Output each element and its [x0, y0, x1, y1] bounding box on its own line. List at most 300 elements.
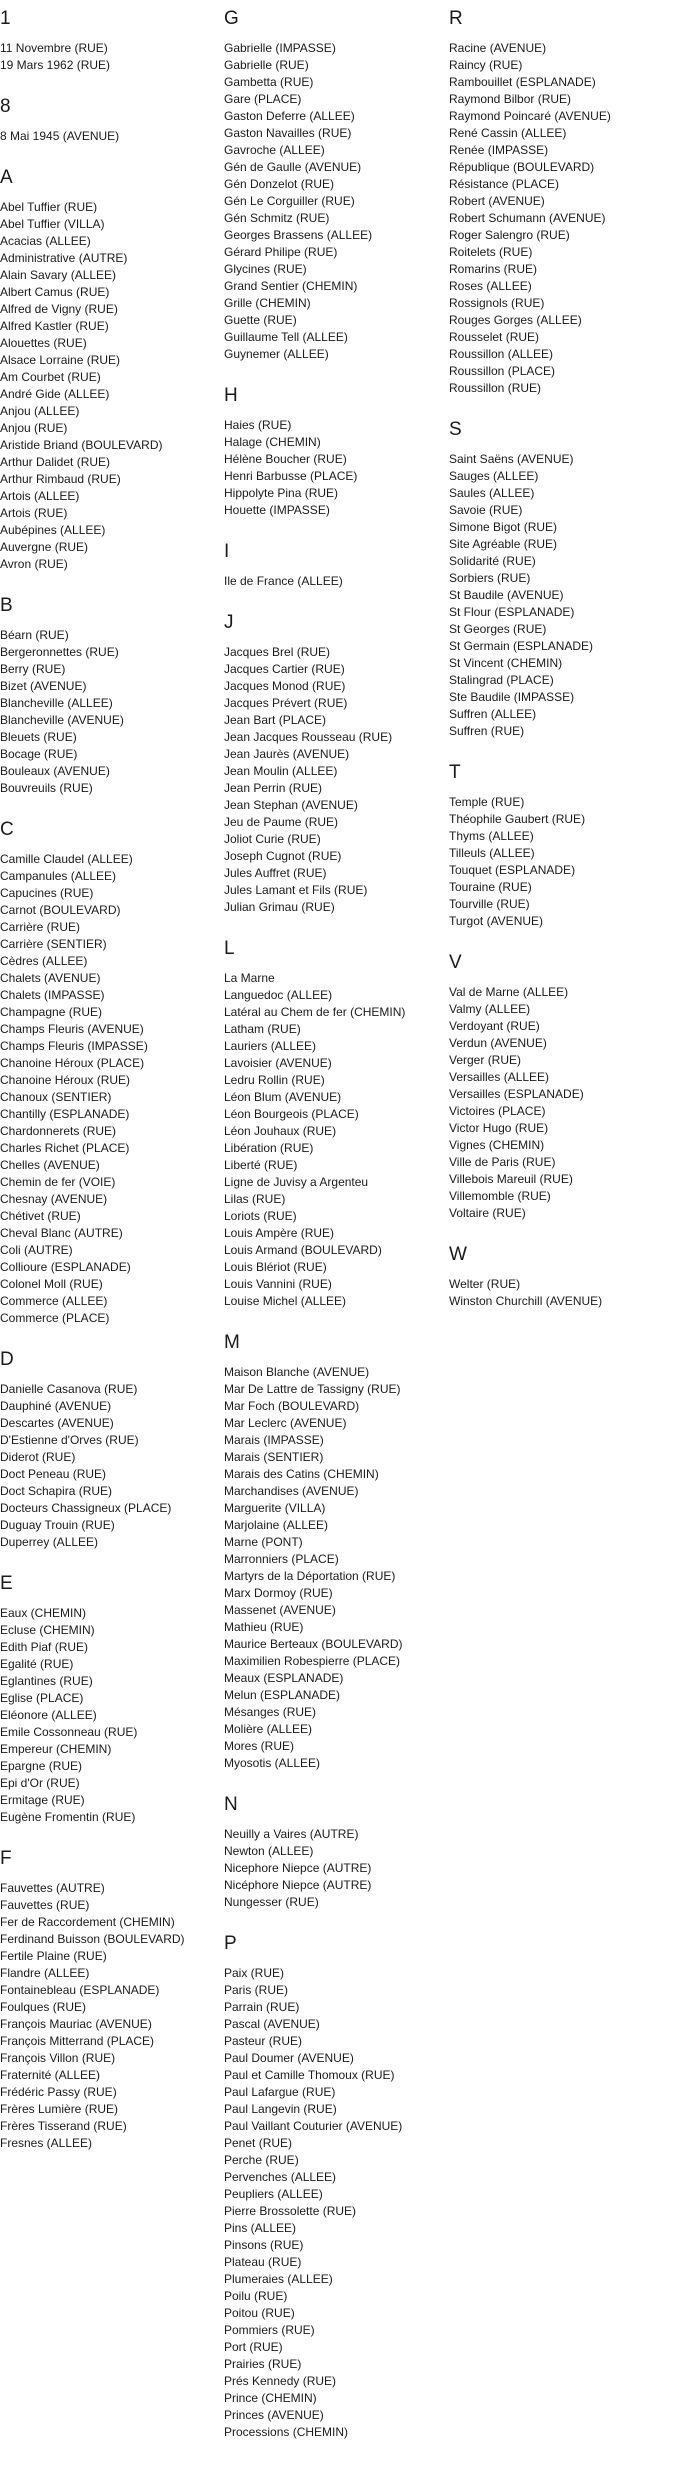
street-item: Pommiers (RUE)	[224, 2323, 315, 2337]
street-item: Simone Bigot (RUE)	[449, 520, 558, 534]
street-item: St Germain (ESPLANADE)	[449, 639, 594, 653]
street-item: Romarins (RUE)	[449, 262, 538, 276]
index-column-2	[224, 8, 444, 2463]
street-item: Princes (AVENUE)	[224, 2408, 324, 2422]
letter-heading: S	[449, 419, 462, 440]
street-item: Abel Tuffier (RUE)	[0, 200, 98, 214]
letter-section	[0, 8, 220, 74]
street-item: Bleuets (RUE)	[0, 730, 77, 744]
index-column-1	[0, 8, 220, 2174]
street-item: Léon Blum (AVENUE)	[224, 1090, 342, 1104]
letter-heading: D	[0, 1349, 14, 1370]
street-item: Voltaire (RUE)	[449, 1206, 526, 1220]
street-item: Latham (RUE)	[224, 1022, 301, 1036]
street-item: St Vincent (CHEMIN)	[449, 656, 563, 670]
street-item: Port (RUE)	[224, 2340, 283, 2354]
street-item: Marais des Catins (CHEMIN)	[224, 1467, 379, 1481]
street-item: Ile de France (ALLEE)	[224, 574, 343, 588]
street-item: Alfred Kastler (RUE)	[0, 319, 109, 333]
street-item: Chanoine Héroux (RUE)	[0, 1073, 131, 1087]
street-item: Neuilly a Vaires (AUTRE)	[224, 1827, 359, 1841]
street-item: Ligne de Juvisy a Argenteu	[224, 1175, 369, 1189]
street-item: Chalets (IMPASSE)	[0, 988, 105, 1002]
street-item: Résistance (PLACE)	[449, 177, 560, 191]
street-item: Nungesser (RUE)	[224, 1895, 319, 1909]
street-item: Villebois Mareuil (RUE)	[449, 1172, 573, 1186]
street-item: Rambouillet (ESPLANADE)	[449, 75, 596, 89]
street-item: Suffren (ALLEE)	[449, 707, 537, 721]
letter-heading: N	[224, 1794, 238, 1815]
street-item: Vignes (CHEMIN)	[449, 1138, 545, 1152]
street-item: Louis Vannini (RUE)	[224, 1277, 332, 1291]
street-item: Fertile Plaine (RUE)	[0, 1949, 107, 1963]
street-item: Auvergne (RUE)	[0, 540, 89, 554]
letter-section	[449, 762, 669, 930]
street-item: Bouleaux (AVENUE)	[0, 764, 110, 778]
street-item: Solidarité (RUE)	[449, 554, 536, 568]
street-item: 11 Novembre (RUE)	[0, 41, 108, 55]
street-item: Descartes (AVENUE)	[0, 1416, 114, 1430]
street-item: Fontainebleau (ESPLANADE)	[0, 1983, 160, 1997]
street-item: Tourville (RUE)	[449, 897, 530, 911]
street-item: Lavoisier (AVENUE)	[224, 1056, 332, 1070]
letter-heading: F	[0, 1848, 12, 1869]
street-item: Turgot (AVENUE)	[449, 914, 544, 928]
street-item: Duperrey (ALLEE)	[0, 1535, 99, 1549]
street-item: François Mitterrand (PLACE)	[0, 2034, 155, 2048]
street-item: Site Agréable (RUE)	[449, 537, 558, 551]
street-item: Myosotis (ALLEE)	[224, 1756, 321, 1770]
street-item: Jacques Brel (RUE)	[224, 645, 331, 659]
street-item: Aubépines (ALLEE)	[0, 523, 106, 537]
street-item: Maison Blanche (AVENUE)	[224, 1365, 370, 1379]
street-item: Chemin de fer (VOIE)	[0, 1175, 116, 1189]
street-item: Ledru Rollin (RUE)	[224, 1073, 325, 1087]
street-item: Chanoux (SENTIER)	[0, 1090, 112, 1104]
street-item: Parrain (RUE)	[224, 2000, 300, 2014]
street-item: Jean Bart (PLACE)	[224, 713, 327, 727]
street-item: Paris (RUE)	[224, 1983, 289, 1997]
street-item: Berry (RUE)	[0, 662, 66, 676]
street-item: Melun (ESPLANADE)	[224, 1688, 341, 1702]
street-item: Léon Jouhaux (RUE)	[224, 1124, 337, 1138]
street-item: Victor Hugo (RUE)	[449, 1121, 549, 1135]
letter-section	[224, 1794, 444, 1911]
letter-section	[224, 385, 444, 519]
street-item: Jean Perrin (RUE)	[224, 781, 323, 795]
street-item: Docteurs Chassigneux (PLACE)	[0, 1501, 172, 1515]
street-item: Alain Savary (ALLEE)	[0, 268, 117, 282]
street-item: Marx Dormoy (RUE)	[224, 1586, 333, 1600]
street-item: Pasteur (RUE)	[224, 2034, 303, 2048]
street-item: Bergeronnettes (RUE)	[0, 645, 119, 659]
letter-heading: L	[224, 938, 235, 959]
street-item: Raymond Bilbor (RUE)	[449, 92, 572, 106]
street-item: Grand Sentier (CHEMIN)	[224, 279, 358, 293]
street-item: République (BOULEVARD)	[449, 160, 595, 174]
street-item: Guynemer (ALLEE)	[224, 347, 329, 361]
street-item: Roses (ALLEE)	[449, 279, 532, 293]
street-item: Charles Richet (PLACE)	[0, 1141, 130, 1155]
street-item: Savoie (RUE)	[449, 503, 523, 517]
street-item: Verdun (AVENUE)	[449, 1036, 547, 1050]
letter-section	[449, 952, 669, 1222]
street-item: Georges Brassens (ALLEE)	[224, 228, 373, 242]
street-item: Frères Lumière (RUE)	[0, 2102, 119, 2116]
street-item: Lilas (RUE)	[224, 1192, 286, 1206]
street-item: Fer de Raccordement (CHEMIN)	[0, 1915, 175, 1929]
street-item: Alsace Lorraine (RUE)	[0, 353, 121, 367]
street-item: Gérard Philipe (RUE)	[224, 245, 338, 259]
letter-heading: 1	[0, 8, 11, 29]
street-item: Colonel Moll (RUE)	[0, 1277, 103, 1291]
index-column-3	[449, 8, 669, 1332]
street-item: Frères Tisserand (RUE)	[0, 2119, 127, 2133]
letter-heading: T	[449, 762, 461, 783]
street-item: Penet (RUE)	[224, 2136, 293, 2150]
street-item: Jean Jaurès (AVENUE)	[224, 747, 350, 761]
street-item: Louis Armand (BOULEVARD)	[224, 1243, 382, 1257]
street-item: Saules (ALLEE)	[449, 486, 535, 500]
street-item: Latéral au Chem de fer (CHEMIN)	[224, 1005, 406, 1019]
street-item: Hippolyte Pina (RUE)	[224, 486, 339, 500]
street-item: Plumeraies (ALLEE)	[224, 2272, 333, 2286]
street-item: Sorbiers (RUE)	[449, 571, 531, 585]
letter-heading: R	[449, 8, 463, 29]
street-item: Epargne (RUE)	[0, 1759, 83, 1773]
street-item: Abel Tuffier (VILLA)	[0, 217, 105, 231]
street-item: Champs Fleuris (IMPASSE)	[0, 1039, 148, 1053]
street-item: Louise Michel (ALLEE)	[224, 1294, 347, 1308]
street-item: Loriots (RUE)	[224, 1209, 297, 1223]
street-item: Eaux (CHEMIN)	[0, 1606, 87, 1620]
street-item: Houette (IMPASSE)	[224, 503, 330, 517]
street-item: Paul Vaillant Couturier (AVENUE)	[224, 2119, 403, 2133]
street-item: Commerce (ALLEE)	[0, 1294, 108, 1308]
street-item: Louis Blériot (RUE)	[224, 1260, 327, 1274]
letter-section	[0, 1848, 220, 2152]
letter-heading: W	[449, 1244, 467, 1265]
street-item: Martyrs de la Déportation (RUE)	[224, 1569, 396, 1583]
street-item: Rousselet (RUE)	[449, 330, 540, 344]
street-item: Ferdinand Buisson (BOULEVARD)	[0, 1932, 185, 1946]
street-item: Newton (ALLEE)	[224, 1844, 314, 1858]
street-item: Val de Marne (ALLEE)	[449, 985, 569, 999]
street-item: Eglantines (RUE)	[0, 1674, 93, 1688]
street-item: Paul et Camille Thomoux (RUE)	[224, 2068, 395, 2082]
letter-heading: P	[224, 1933, 237, 1954]
street-item: Aristide Briand (BOULEVARD)	[0, 438, 163, 452]
street-item: Rossignols (RUE)	[449, 296, 545, 310]
street-item: Eglise (PLACE)	[0, 1691, 84, 1705]
street-item: Lauriers (ALLEE)	[224, 1039, 317, 1053]
letter-heading: G	[224, 8, 239, 29]
street-item: Renée (IMPASSE)	[449, 143, 549, 157]
street-item: Touraine (RUE)	[449, 880, 532, 894]
letter-heading: I	[224, 541, 230, 562]
street-item: François Mauriac (AVENUE)	[0, 2017, 152, 2031]
letter-heading: M	[224, 1332, 240, 1353]
street-item: Processions (CHEMIN)	[224, 2425, 349, 2439]
street-item: Flandre (ALLEE)	[0, 1966, 90, 1980]
street-item: Jacques Cartier (RUE)	[224, 662, 345, 676]
street-item: Liberté (RUE)	[224, 1158, 298, 1172]
street-item: Foulques (RUE)	[0, 2000, 87, 2014]
street-item: Champs Fleuris (AVENUE)	[0, 1022, 144, 1036]
letter-section	[449, 419, 669, 740]
street-item: Glycines (RUE)	[224, 262, 307, 276]
street-item: Pierre Brossolette (RUE)	[224, 2204, 357, 2218]
letter-heading: V	[449, 952, 462, 973]
street-item: Roussillon (PLACE)	[449, 364, 556, 378]
letter-heading: B	[0, 595, 13, 616]
street-item: Marronniers (PLACE)	[224, 1552, 339, 1566]
letter-section	[0, 1573, 220, 1826]
street-item: Plateau (RUE)	[224, 2255, 302, 2269]
street-item: Gén Donzelot (RUE)	[224, 177, 335, 191]
street-item: Poilu (RUE)	[224, 2289, 288, 2303]
street-item: Chesnay (AVENUE)	[0, 1192, 108, 1206]
street-item: Gaston Deferre (ALLEE)	[224, 109, 355, 123]
street-item: St Georges (RUE)	[449, 622, 547, 636]
street-item: Gare (PLACE)	[224, 92, 302, 106]
letter-heading: E	[0, 1573, 13, 1594]
street-item: Coli (AUTRE)	[0, 1243, 73, 1257]
street-item: Marjolaine (ALLEE)	[224, 1518, 329, 1532]
street-item: Marais (IMPASSE)	[224, 1433, 324, 1447]
street-item: St Baudile (AVENUE)	[449, 588, 564, 602]
street-item: Versailles (ALLEE)	[449, 1070, 550, 1084]
street-item: Nicephore Niepce (AUTRE)	[224, 1861, 372, 1875]
street-item: Paix (RUE)	[224, 1966, 285, 1980]
street-item: Alfred de Vigny (RUE)	[0, 302, 118, 316]
street-item: Victoires (PLACE)	[449, 1104, 546, 1118]
street-item: Pinsons (RUE)	[224, 2238, 304, 2252]
letter-section	[0, 1349, 220, 1551]
street-item: Mar De Lattre de Tassigny (RUE)	[224, 1382, 401, 1396]
street-item: Mathieu (RUE)	[224, 1620, 304, 1634]
street-item: Haies (RUE)	[224, 418, 292, 432]
street-item: Bocage (RUE)	[0, 747, 78, 761]
street-item: Jules Lamant et Fils (RUE)	[224, 883, 368, 897]
letter-section	[0, 819, 220, 1327]
street-item: Edith Piaf (RUE)	[0, 1640, 89, 1654]
street-item: Eugène Fromentin (RUE)	[0, 1810, 136, 1824]
street-item: Ste Baudile (IMPASSE)	[449, 690, 575, 704]
street-item: Chantilly (ESPLANADE)	[0, 1107, 130, 1121]
street-item: Gambetta (RUE)	[224, 75, 314, 89]
street-item: Gabrielle (RUE)	[224, 58, 309, 72]
street-item: Suffren (RUE)	[449, 724, 525, 738]
street-item: René Cassin (ALLEE)	[449, 126, 567, 140]
letter-section	[0, 96, 220, 145]
street-item: Maximilien Robespierre (PLACE)	[224, 1654, 401, 1668]
street-item: 8 Mai 1945 (AVENUE)	[0, 129, 120, 143]
street-item: Villemomble (RUE)	[449, 1189, 551, 1203]
street-item: Blancheville (ALLEE)	[0, 696, 113, 710]
street-item: Paul Doumer (AVENUE)	[224, 2051, 354, 2065]
street-item: Guette (RUE)	[224, 313, 297, 327]
street-item: D'Estienne d'Orves (RUE)	[0, 1433, 139, 1447]
street-item: Molière (ALLEE)	[224, 1722, 313, 1736]
street-item: Anjou (RUE)	[0, 421, 68, 435]
street-item: Gén Le Corguiller (RUE)	[224, 194, 355, 208]
street-item: Cèdres (ALLEE)	[0, 954, 88, 968]
street-item: Avron (RUE)	[0, 557, 68, 571]
street-item: Léon Bourgeois (PLACE)	[224, 1107, 359, 1121]
street-item: Diderot (RUE)	[0, 1450, 76, 1464]
street-item: Racine (AVENUE)	[449, 41, 547, 55]
street-item: Gabrielle (IMPASSE)	[224, 41, 336, 55]
street-item: Gén Schmitz (RUE)	[224, 211, 330, 225]
street-item: Gén de Gaulle (AVENUE)	[224, 160, 362, 174]
street-item: Chanoine Héroux (PLACE)	[0, 1056, 145, 1070]
street-item: Winston Churchill (AVENUE)	[449, 1294, 603, 1308]
street-item: Sauges (ALLEE)	[449, 469, 539, 483]
street-item: Roitelets (RUE)	[449, 245, 533, 259]
street-item: Welter (RUE)	[449, 1277, 521, 1291]
street-item: Carrière (SENTIER)	[0, 937, 107, 951]
street-item: Marchandises (AVENUE)	[224, 1484, 359, 1498]
street-item: Guillaume Tell (ALLEE)	[224, 330, 348, 344]
letter-heading: A	[0, 167, 13, 188]
street-item: Grille (CHEMIN)	[224, 296, 311, 310]
street-item: Epi d'Or (RUE)	[0, 1776, 80, 1790]
street-item: Chardonnerets (RUE)	[0, 1124, 117, 1138]
street-item: Temple (RUE)	[449, 795, 525, 809]
street-item: Touquet (ESPLANADE)	[449, 863, 576, 877]
street-item: Acacias (ALLEE)	[0, 234, 91, 248]
street-item: Paul Lafargue (RUE)	[224, 2085, 336, 2099]
street-item: Roussillon (RUE)	[449, 381, 542, 395]
street-item: Joseph Cugnot (RUE)	[224, 849, 342, 863]
street-item: Julian Grimau (RUE)	[224, 900, 335, 914]
street-item: Prairies (RUE)	[224, 2357, 302, 2371]
street-item: Emile Cossonneau (RUE)	[0, 1725, 138, 1739]
street-item: Marne (PONT)	[224, 1535, 303, 1549]
letter-section	[224, 1933, 444, 2441]
street-item: Fresnes (ALLEE)	[0, 2136, 93, 2150]
street-item: Peupliers (ALLEE)	[224, 2187, 323, 2201]
street-item: Anjou (ALLEE)	[0, 404, 80, 418]
street-item: Massenet (AVENUE)	[224, 1603, 336, 1617]
letter-section	[449, 8, 669, 397]
street-item: Commerce (PLACE)	[0, 1311, 110, 1325]
street-item: Carnot (BOULEVARD)	[0, 903, 121, 917]
street-item: Tilleuls (ALLEE)	[449, 846, 535, 860]
street-item: Jeu de Paume (RUE)	[224, 815, 339, 829]
street-item: Cheval Blanc (AUTRE)	[0, 1226, 123, 1240]
street-item: Alouettes (RUE)	[0, 336, 87, 350]
street-item: Poitou (RUE)	[224, 2306, 295, 2320]
street-item: Egalité (RUE)	[0, 1657, 74, 1671]
street-item: Gavroche (ALLEE)	[224, 143, 325, 157]
street-item: Stalingrad (PLACE)	[449, 673, 554, 687]
street-item: Jacques Monod (RUE)	[224, 679, 346, 693]
street-item: Raymond Poincaré (AVENUE)	[449, 109, 611, 123]
letter-section	[224, 541, 444, 590]
street-item: St Flour (ESPLANADE)	[449, 605, 575, 619]
street-item: Campanules (ALLEE)	[0, 869, 117, 883]
street-item: Hélène Boucher (RUE)	[224, 452, 347, 466]
street-item: Arthur Rimbaud (RUE)	[0, 472, 121, 486]
street-item: Saint Saëns (AVENUE)	[449, 452, 574, 466]
letter-section	[0, 167, 220, 573]
street-item: Nicéphore Niepce (AUTRE)	[224, 1878, 372, 1892]
street-item: Louis Ampère (RUE)	[224, 1226, 335, 1240]
street-item: Meaux (ESPLANADE)	[224, 1671, 344, 1685]
street-item: Empereur (CHEMIN)	[0, 1742, 112, 1756]
street-item: Verdoyant (RUE)	[449, 1019, 540, 1033]
letter-section	[449, 1244, 669, 1310]
street-item: Blancheville (AVENUE)	[0, 713, 124, 727]
street-item: Am Courbet (RUE)	[0, 370, 101, 384]
street-item: Fraternité (ALLEE)	[0, 2068, 101, 2082]
letter-section	[224, 938, 444, 1310]
street-item: Chétivet (RUE)	[0, 1209, 81, 1223]
street-item: Doct Schapira (RUE)	[0, 1484, 113, 1498]
street-item: Chelles (AVENUE)	[0, 1158, 100, 1172]
street-item: Maurice Berteaux (BOULEVARD)	[224, 1637, 403, 1651]
street-item: Robert (AVENUE)	[449, 194, 545, 208]
street-item: Ecluse (CHEMIN)	[0, 1623, 95, 1637]
street-item: Arthur Dalidet (RUE)	[0, 455, 111, 469]
street-item: Artois (RUE)	[0, 506, 68, 520]
street-item: Marguerite (VILLA)	[224, 1501, 326, 1515]
letter-heading: H	[224, 385, 238, 406]
letter-heading: 8	[0, 96, 11, 117]
street-item: Mésanges (RUE)	[224, 1705, 317, 1719]
street-item: Prés Kennedy (RUE)	[224, 2374, 337, 2388]
street-item: Perche (RUE)	[224, 2153, 299, 2167]
street-item: Danielle Casanova (RUE)	[0, 1382, 138, 1396]
street-item: Béarn (RUE)	[0, 628, 69, 642]
street-item: Dauphiné (AVENUE)	[0, 1399, 112, 1413]
street-item: Champagne (RUE)	[0, 1005, 103, 1019]
letter-heading: C	[0, 819, 14, 840]
street-item: Gaston Navailles (RUE)	[224, 126, 352, 140]
letter-section	[0, 595, 220, 797]
street-item: Pins (ALLEE)	[224, 2221, 297, 2235]
street-item: Versailles (ESPLANADE)	[449, 1087, 584, 1101]
street-item: Libération (RUE)	[224, 1141, 314, 1155]
street-item: Joliot Curie (RUE)	[224, 832, 321, 846]
street-item: Thyms (ALLEE)	[449, 829, 534, 843]
street-item: Languedoc (ALLEE)	[224, 988, 333, 1002]
street-item: Jean Stephan (AVENUE)	[224, 798, 358, 812]
street-item: Théophile Gaubert (RUE)	[449, 812, 586, 826]
street-item: Bouvreuils (RUE)	[0, 781, 93, 795]
street-item: Frédéric Passy (RUE)	[0, 2085, 117, 2099]
street-item: Ermitage (RUE)	[0, 1793, 85, 1807]
street-item: Collioure (ESPLANADE)	[0, 1260, 131, 1274]
street-item: François Villon (RUE)	[0, 2051, 116, 2065]
street-item: Mar Leclerc (AVENUE)	[224, 1416, 347, 1430]
street-item: Raincy (RUE)	[449, 58, 523, 72]
street-item: Doct Peneau (RUE)	[0, 1467, 107, 1481]
street-item: Roussillon (ALLEE)	[449, 347, 554, 361]
letter-section	[224, 1332, 444, 1772]
street-item: Carrière (RUE)	[0, 920, 81, 934]
street-item: Halage (CHEMIN)	[224, 435, 321, 449]
street-item: Fauvettes (RUE)	[0, 1898, 90, 1912]
street-item: Chalets (AVENUE)	[0, 971, 101, 985]
street-item: Mores (RUE)	[224, 1739, 295, 1753]
street-item: Verger (RUE)	[449, 1053, 522, 1067]
street-item: Marais (SENTIER)	[224, 1450, 324, 1464]
street-item: Eléonore (ALLEE)	[0, 1708, 97, 1722]
street-item: Duguay Trouin (RUE)	[0, 1518, 115, 1532]
